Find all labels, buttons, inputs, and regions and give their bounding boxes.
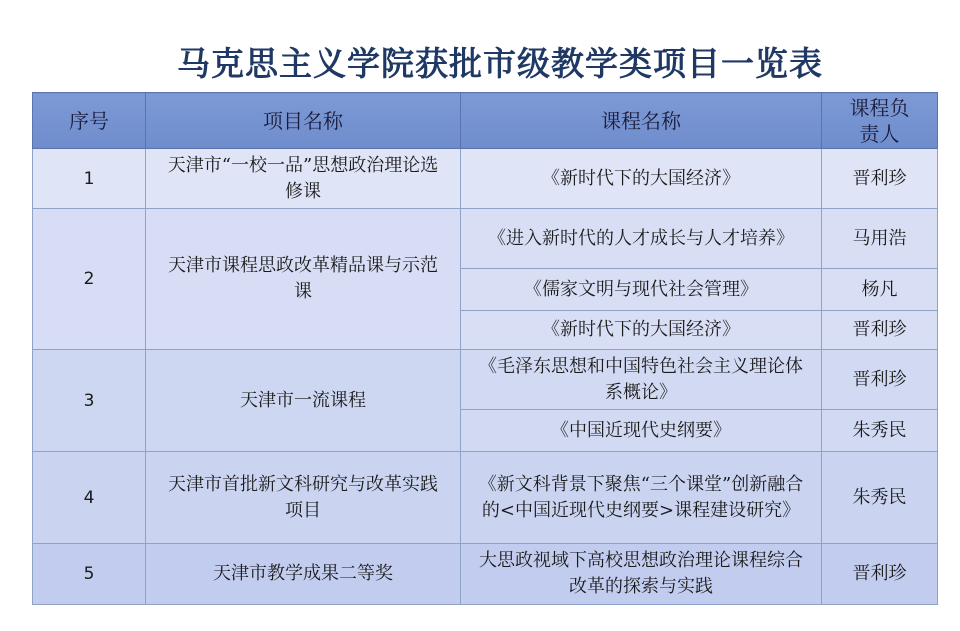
table-row [33,209,938,269]
project-name: 天津市教学成果二等奖 [146,544,461,605]
project-name: 天津市首批新文科研究与改革实践项目 [146,452,461,544]
course-name: 《新时代下的大国经济》 [461,311,822,350]
course-name: 大思政视域下高校思想政治理论课程综合改革的探索与实践 [461,544,822,605]
course-owner: 晋利珍 [822,149,938,209]
course-name: 《新文科背景下聚焦“三个课堂”创新融合的<中国近现代史纲要>课程建设研究》 [461,452,822,544]
course-name: 《进入新时代的人才成长与人才培养》 [461,209,822,269]
row-number: 4 [33,452,146,544]
course-name: 《儒家文明与现代社会管理》 [461,269,822,311]
row-number: 3 [33,350,146,452]
row-number: 2 [33,209,146,350]
header-project: 项目名称 [146,93,461,149]
course-name: 《毛泽东思想和中国特色社会主义理论体系概论》 [461,350,822,410]
table-row [33,350,938,410]
project-name: 天津市课程思政改革精品课与示范课 [146,209,461,350]
project-name: 天津市“一校一品”思想政治理论选修课 [146,149,461,209]
page-title: 马克思主义学院获批市级教学类项目一览表 [177,44,823,83]
table-row [33,149,938,209]
row-number: 5 [33,544,146,605]
course-owner: 朱秀民 [822,452,938,544]
course-owner: 马用浩 [822,209,938,269]
header-no: 序号 [33,93,146,149]
project-name: 天津市一流课程 [146,350,461,452]
table-row [33,544,938,605]
header-course: 课程名称 [461,93,822,149]
course-owner: 朱秀民 [822,410,938,452]
row-number: 1 [33,149,146,209]
header-owner: 课程负责人 [822,93,938,149]
course-name: 《新时代下的大国经济》 [461,149,822,209]
course-owner: 晋利珍 [822,350,938,410]
project-table [32,92,938,605]
table-row [33,452,938,544]
course-owner: 晋利珍 [822,311,938,350]
course-owner: 晋利珍 [822,544,938,605]
course-owner: 杨凡 [822,269,938,311]
course-name: 《中国近现代史纲要》 [461,410,822,452]
